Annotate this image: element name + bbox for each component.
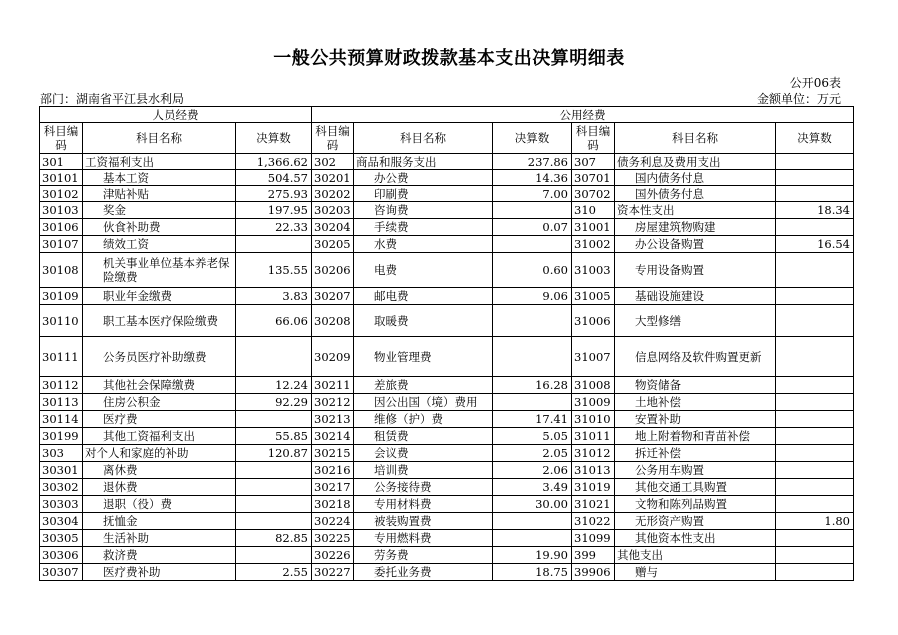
cell-code: 31022 — [572, 513, 615, 530]
cell-amount: 19.90 — [493, 547, 572, 564]
table-row — [40, 462, 854, 479]
table-row — [40, 394, 854, 411]
cell-amount — [776, 530, 854, 547]
cell-amount — [493, 202, 572, 219]
cell-name: 国外债务付息 — [615, 186, 776, 202]
cell-amount: 7.00 — [493, 186, 572, 202]
cell-amount — [776, 394, 854, 411]
cell-name: 商品和服务支出 — [354, 154, 493, 170]
column-header-amount: 决算数 — [493, 123, 572, 154]
table-row — [40, 253, 854, 288]
cell-amount — [776, 154, 854, 170]
cell-code: 30225 — [312, 530, 354, 547]
cell-amount: 3.49 — [493, 479, 572, 496]
cell-amount: 197.95 — [236, 202, 312, 219]
cell-amount: 18.34 — [776, 202, 854, 219]
department-label: 部门：湖南省平江县水利局 — [40, 92, 185, 106]
cell-code: 30110 — [40, 305, 83, 337]
cell-code: 31021 — [572, 496, 615, 513]
cell-name: 文物和陈列品购置 — [615, 496, 776, 513]
cell-amount — [776, 496, 854, 513]
cell-code: 30114 — [40, 411, 83, 428]
cell-code: 30701 — [572, 170, 615, 186]
cell-code: 30111 — [40, 337, 83, 377]
table-row — [40, 219, 854, 236]
cell-amount: 237.86 — [493, 154, 572, 170]
cell-amount: 275.93 — [236, 186, 312, 202]
table-row — [40, 170, 854, 186]
cell-name: 取暖费 — [354, 305, 493, 337]
column-header-code: 科目编码 — [40, 123, 83, 154]
cell-name: 维修（护）费 — [354, 411, 493, 428]
cell-code: 30113 — [40, 394, 83, 411]
cell-amount — [776, 428, 854, 445]
cell-code: 30226 — [312, 547, 354, 564]
cell-name: 专用燃料费 — [354, 530, 493, 547]
cell-name: 拆迁补偿 — [615, 445, 776, 462]
cell-code: 399 — [572, 547, 615, 564]
cell-name: 其他交通工具购置 — [615, 479, 776, 496]
cell-code: 30201 — [312, 170, 354, 186]
cell-name: 职工基本医疗保险缴费 — [83, 305, 236, 337]
cell-amount: 12.24 — [236, 377, 312, 394]
cell-amount: 504.57 — [236, 170, 312, 186]
cell-name: 会议费 — [354, 445, 493, 462]
cell-code: 31013 — [572, 462, 615, 479]
cell-code: 30208 — [312, 305, 354, 337]
cell-name: 赠与 — [615, 564, 776, 581]
cell-name: 债务利息及费用支出 — [615, 154, 776, 170]
cell-name: 培训费 — [354, 462, 493, 479]
table-row — [40, 496, 854, 513]
cell-name: 资本性支出 — [615, 202, 776, 219]
cell-amount: 135.55 — [236, 253, 312, 288]
cell-amount: 3.83 — [236, 288, 312, 305]
cell-name: 公务员医疗补助缴费 — [83, 337, 236, 377]
cell-code: 302 — [312, 154, 354, 170]
cell-amount — [236, 337, 312, 377]
cell-code: 30202 — [312, 186, 354, 202]
cell-code: 303 — [40, 445, 83, 462]
cell-name: 机关事业单位基本养老保险缴费 — [83, 253, 236, 288]
cell-amount — [776, 411, 854, 428]
cell-amount: 2.05 — [493, 445, 572, 462]
cell-code: 307 — [572, 154, 615, 170]
cell-name: 邮电费 — [354, 288, 493, 305]
cell-amount — [493, 337, 572, 377]
cell-code: 30301 — [40, 462, 83, 479]
cell-name: 房屋建筑物购建 — [615, 219, 776, 236]
cell-code: 31012 — [572, 445, 615, 462]
cell-name: 基本工资 — [83, 170, 236, 186]
cell-code: 30109 — [40, 288, 83, 305]
cell-name: 退休费 — [83, 479, 236, 496]
cell-amount — [236, 547, 312, 564]
cell-name: 基础设施建设 — [615, 288, 776, 305]
cell-amount: 16.28 — [493, 377, 572, 394]
table-row — [40, 377, 854, 394]
cell-amount — [776, 170, 854, 186]
cell-amount — [776, 547, 854, 564]
cell-name: 公务用车购置 — [615, 462, 776, 479]
cell-name: 土地补偿 — [615, 394, 776, 411]
cell-code: 30304 — [40, 513, 83, 530]
cell-name: 被装购置费 — [354, 513, 493, 530]
cell-amount: 92.29 — [236, 394, 312, 411]
cell-amount: 14.36 — [493, 170, 572, 186]
page-title: 一般公共预算财政拨款基本支出决算明细表 — [273, 48, 625, 69]
cell-code: 31011 — [572, 428, 615, 445]
cell-name: 抚恤金 — [83, 513, 236, 530]
cell-code: 30218 — [312, 496, 354, 513]
cell-code: 30205 — [312, 236, 354, 253]
cell-name: 电费 — [354, 253, 493, 288]
cell-amount: 66.06 — [236, 305, 312, 337]
table-row — [40, 479, 854, 496]
cell-code: 30199 — [40, 428, 83, 445]
cell-amount: 0.07 — [493, 219, 572, 236]
cell-code: 30203 — [312, 202, 354, 219]
cell-code: 31008 — [572, 377, 615, 394]
table-row — [40, 288, 854, 305]
cell-code: 30103 — [40, 202, 83, 219]
cell-code: 30212 — [312, 394, 354, 411]
cell-name: 印刷费 — [354, 186, 493, 202]
cell-name: 因公出国（境）费用 — [354, 394, 493, 411]
cell-code: 30213 — [312, 411, 354, 428]
cell-name: 手续费 — [354, 219, 493, 236]
table-row — [40, 513, 854, 530]
table-row — [40, 411, 854, 428]
cell-amount — [776, 305, 854, 337]
cell-code: 30224 — [312, 513, 354, 530]
cell-amount: 22.33 — [236, 219, 312, 236]
column-header-amount: 决算数 — [236, 123, 312, 154]
cell-amount: 17.41 — [493, 411, 572, 428]
cell-amount — [776, 186, 854, 202]
cell-code: 30303 — [40, 496, 83, 513]
cell-amount: 30.00 — [493, 496, 572, 513]
cell-code: 30306 — [40, 547, 83, 564]
cell-amount — [493, 530, 572, 547]
cell-amount — [776, 462, 854, 479]
cell-name: 国内债务付息 — [615, 170, 776, 186]
table-code: 公开06表 — [789, 76, 841, 90]
cell-name: 离休费 — [83, 462, 236, 479]
cell-name: 住房公积金 — [83, 394, 236, 411]
cell-amount — [236, 479, 312, 496]
cell-amount: 82.85 — [236, 530, 312, 547]
cell-name: 水费 — [354, 236, 493, 253]
cell-amount — [493, 513, 572, 530]
cell-amount — [493, 236, 572, 253]
group-header-public: 公用经费 — [312, 107, 854, 123]
table-row — [40, 428, 854, 445]
cell-amount: 2.06 — [493, 462, 572, 479]
cell-amount — [236, 496, 312, 513]
cell-amount: 16.54 — [776, 236, 854, 253]
cell-amount: 1.80 — [776, 513, 854, 530]
cell-name: 医疗费 — [83, 411, 236, 428]
cell-code: 30214 — [312, 428, 354, 445]
cell-name: 地上附着物和青苗补偿 — [615, 428, 776, 445]
table-row — [40, 547, 854, 564]
cell-amount — [776, 288, 854, 305]
cell-name: 信息网络及软件购置更新 — [615, 337, 776, 377]
table-row — [40, 305, 854, 337]
cell-name: 津贴补贴 — [83, 186, 236, 202]
cell-code: 31019 — [572, 479, 615, 496]
cell-amount — [776, 445, 854, 462]
cell-amount — [776, 564, 854, 581]
cell-name: 公务接待费 — [354, 479, 493, 496]
cell-amount — [776, 219, 854, 236]
cell-code: 301 — [40, 154, 83, 170]
cell-name: 伙食补助费 — [83, 219, 236, 236]
cell-name: 办公设备购置 — [615, 236, 776, 253]
cell-code: 31007 — [572, 337, 615, 377]
cell-code: 30102 — [40, 186, 83, 202]
cell-code: 31001 — [572, 219, 615, 236]
cell-name: 咨询费 — [354, 202, 493, 219]
cell-amount — [236, 462, 312, 479]
cell-name: 大型修缮 — [615, 305, 776, 337]
column-header-code: 科目编码 — [312, 123, 354, 154]
cell-code: 31006 — [572, 305, 615, 337]
cell-name: 医疗费补助 — [83, 564, 236, 581]
cell-code: 31010 — [572, 411, 615, 428]
cell-code: 30227 — [312, 564, 354, 581]
cell-amount: 120.87 — [236, 445, 312, 462]
column-header-amount: 决算数 — [776, 123, 854, 154]
cell-name: 奖金 — [83, 202, 236, 219]
cell-code: 30206 — [312, 253, 354, 288]
cell-name: 物资储备 — [615, 377, 776, 394]
cell-amount — [493, 305, 572, 337]
column-header-name: 科目名称 — [615, 123, 776, 154]
cell-code: 30702 — [572, 186, 615, 202]
group-header-personnel: 人员经费 — [40, 107, 312, 123]
cell-code: 30112 — [40, 377, 83, 394]
cell-name: 专用设备购置 — [615, 253, 776, 288]
cell-amount: 9.06 — [493, 288, 572, 305]
cell-code: 30108 — [40, 253, 83, 288]
cell-name: 其他社会保障缴费 — [83, 377, 236, 394]
cell-name: 委托业务费 — [354, 564, 493, 581]
cell-name: 劳务费 — [354, 547, 493, 564]
table-row — [40, 202, 854, 219]
cell-name: 其他资本性支出 — [615, 530, 776, 547]
cell-name: 生活补助 — [83, 530, 236, 547]
table-row — [40, 337, 854, 377]
cell-code: 39906 — [572, 564, 615, 581]
column-header-name: 科目名称 — [83, 123, 236, 154]
cell-name: 办公费 — [354, 170, 493, 186]
cell-code: 30216 — [312, 462, 354, 479]
cell-amount — [776, 479, 854, 496]
cell-name: 职业年金缴费 — [83, 288, 236, 305]
cell-name: 其他工资福利支出 — [83, 428, 236, 445]
table-row — [40, 236, 854, 253]
cell-name: 退职（役）费 — [83, 496, 236, 513]
cell-code: 30107 — [40, 236, 83, 253]
cell-code: 31003 — [572, 253, 615, 288]
cell-code: 30307 — [40, 564, 83, 581]
cell-name: 安置补助 — [615, 411, 776, 428]
cell-code: 31002 — [572, 236, 615, 253]
cell-code: 31009 — [572, 394, 615, 411]
cell-name: 差旅费 — [354, 377, 493, 394]
table-row — [40, 445, 854, 462]
cell-code: 30209 — [312, 337, 354, 377]
cell-code: 30106 — [40, 219, 83, 236]
cell-amount: 55.85 — [236, 428, 312, 445]
cell-code: 30211 — [312, 377, 354, 394]
cell-amount: 2.55 — [236, 564, 312, 581]
cell-name: 救济费 — [83, 547, 236, 564]
unit-label: 金额单位：万元 — [756, 92, 841, 106]
cell-code: 30101 — [40, 170, 83, 186]
cell-code: 30204 — [312, 219, 354, 236]
cell-name: 工资福利支出 — [83, 154, 236, 170]
cell-amount — [493, 394, 572, 411]
cell-name: 绩效工资 — [83, 236, 236, 253]
column-header-name: 科目名称 — [354, 123, 493, 154]
table-row — [40, 186, 854, 202]
cell-amount — [776, 337, 854, 377]
cell-name: 其他支出 — [615, 547, 776, 564]
cell-code: 30302 — [40, 479, 83, 496]
cell-amount — [776, 377, 854, 394]
cell-code: 31099 — [572, 530, 615, 547]
cell-amount: 0.60 — [493, 253, 572, 288]
table-row — [40, 530, 854, 547]
expenditure-table — [39, 106, 854, 581]
cell-code: 31005 — [572, 288, 615, 305]
cell-amount: 18.75 — [493, 564, 572, 581]
cell-amount: 5.05 — [493, 428, 572, 445]
cell-code: 30305 — [40, 530, 83, 547]
cell-amount: 1,366.62 — [236, 154, 312, 170]
cell-name: 无形资产购置 — [615, 513, 776, 530]
cell-amount — [236, 236, 312, 253]
cell-name: 租赁费 — [354, 428, 493, 445]
column-header-code: 科目编码 — [572, 123, 615, 154]
cell-code: 30215 — [312, 445, 354, 462]
cell-name: 对个人和家庭的补助 — [83, 445, 236, 462]
cell-code: 30207 — [312, 288, 354, 305]
cell-code: 30217 — [312, 479, 354, 496]
cell-name: 专用材料费 — [354, 496, 493, 513]
cell-amount — [236, 513, 312, 530]
cell-name: 物业管理费 — [354, 337, 493, 377]
table-row — [40, 564, 854, 581]
cell-code: 310 — [572, 202, 615, 219]
table-row — [40, 154, 854, 170]
cell-amount — [776, 253, 854, 288]
cell-amount — [236, 411, 312, 428]
